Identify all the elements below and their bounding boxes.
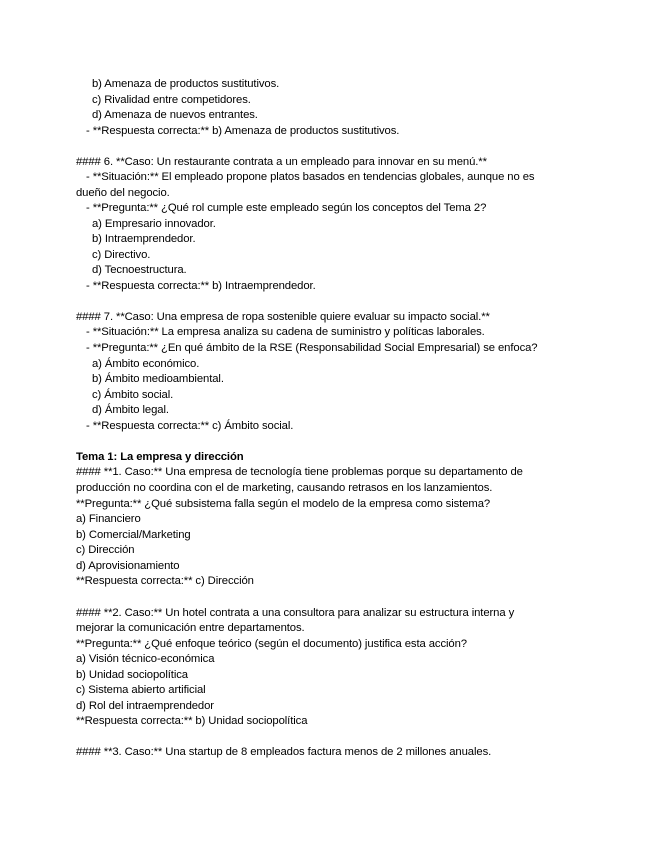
text-line: **Pregunta:** ¿Qué subsistema falla según el modelo de la empresa como sistema? xyxy=(76,498,491,510)
text-line: **Pregunta:** ¿Qué enfoque teórico (según el documento) justifica esta acción? xyxy=(76,638,467,650)
text-line: b) Comercial/Marketing xyxy=(76,529,191,541)
text-line: a) Financiero xyxy=(76,513,141,525)
case-heading: #### **2. Caso:** Un hotel contrata a una consultora para analizar su estructura interna y xyxy=(76,607,515,619)
case-heading: #### 7. **Caso: Una empresa de ropa sostenible quiere evaluar su impacto social.** xyxy=(76,311,490,323)
text-line: d) Aprovisionamiento xyxy=(76,560,180,572)
text-line: c) Rivalidad entre competidores. xyxy=(92,94,251,106)
text-line: c) Dirección xyxy=(76,544,135,556)
text-line: - **Respuesta correcta:** c) Ámbito social. xyxy=(86,420,294,432)
section-title: Tema 1: La empresa y dirección xyxy=(76,451,244,463)
text-line: - **Situación:** La empresa analiza su cadena de suministro y políticas laborales. xyxy=(86,326,485,338)
text-line: a) Ámbito económico. xyxy=(92,358,200,370)
case-heading: #### 6. **Caso: Un restaurante contrata a un empleado para innovar en su menú.** xyxy=(76,156,487,168)
text-line: d) Amenaza de nuevos entrantes. xyxy=(92,109,258,121)
text-line: - **Pregunta:** ¿Qué rol cumple este empleado según los conceptos del Tema 2? xyxy=(86,202,487,214)
text-line: mejorar la comunicación entre departamentos. xyxy=(76,622,305,634)
case-heading: #### **3. Caso:** Una startup de 8 empleados factura menos de 2 millones anuales. xyxy=(76,746,492,758)
text-line: dueño del negocio. xyxy=(76,187,170,199)
text-line: - **Respuesta correcta:** b) Intraemprendedor. xyxy=(86,280,316,292)
text-line: b) Intraemprendedor. xyxy=(92,233,196,245)
text-line: b) Amenaza de productos sustitutivos. xyxy=(92,78,280,90)
text-line: - **Situación:** El empleado propone platos basados en tendencias globales, aunque no es xyxy=(86,171,535,183)
text-line: d) Ámbito legal. xyxy=(92,404,169,416)
text-line: c) Directivo. xyxy=(92,249,151,261)
text-line: - **Pregunta:** ¿En qué ámbito de la RSE (Responsabilidad Social Empresarial) se enfoca? xyxy=(86,342,538,354)
text-line: a) Visión técnico-económica xyxy=(76,653,215,665)
text-line: - **Respuesta correcta:** b) Amenaza de productos sustitutivos. xyxy=(86,125,400,137)
text-line: d) Tecnoestructura. xyxy=(92,264,187,276)
text-line: a) Empresario innovador. xyxy=(92,218,216,230)
text-line: c) Sistema abierto artificial xyxy=(76,684,206,696)
text-line: d) Rol del intraemprendedor xyxy=(76,700,214,712)
text-line: b) Ámbito medioambiental. xyxy=(92,373,224,385)
text-line: producción no coordina con el de marketing, causando retrasos en los lanzamientos. xyxy=(76,482,493,494)
text-line: **Respuesta correcta:** b) Unidad sociopolítica xyxy=(76,715,308,727)
text-line: c) Ámbito social. xyxy=(92,389,174,401)
text-line: **Respuesta correcta:** c) Dirección xyxy=(76,575,254,587)
text-line: b) Unidad sociopolítica xyxy=(76,669,188,681)
case-heading: #### **1. Caso:** Una empresa de tecnología tiene problemas porque su departamento de xyxy=(76,466,523,478)
